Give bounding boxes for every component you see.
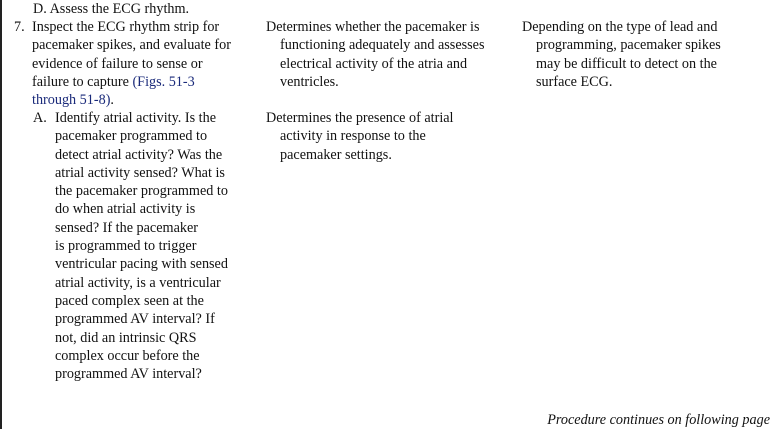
- step-7-number: 7.: [14, 19, 25, 35]
- step-7-procedure: [14, 18, 248, 109]
- rationale-line: electrical activity of the atria and: [280, 55, 468, 72]
- step-7-line: Inspect the ECG rhythm strip for: [32, 19, 220, 35]
- substep-a-line: atrial activity sensed? What is: [55, 164, 225, 181]
- substep-a-line: programmed AV interval?: [55, 366, 202, 383]
- substep-a-line: atrial activity, is a ventricular: [55, 274, 221, 291]
- step-7-line-with-ref: [32, 73, 248, 91]
- step-7-line: evidence of failure to sense or: [32, 55, 203, 72]
- substep-a-line: the pacemaker programmed to: [55, 183, 228, 200]
- substep-a-line: paced complex seen at the: [55, 292, 204, 309]
- figure-reference-link[interactable]: (Figs. 51-3: [132, 73, 195, 90]
- substep-a-label: A.: [33, 110, 47, 126]
- rationale-line: functioning adequately and assesses: [280, 37, 485, 54]
- substep-a-line: not, did an intrinsic QRS: [55, 329, 197, 346]
- step-d-text: Assess the ECG rhythm.: [49, 1, 190, 17]
- substep-a-line: is programmed to trigger: [55, 238, 197, 255]
- substep-a-line: do when atrial activity is: [55, 201, 196, 218]
- step-7-line: pacemaker spikes, and evaluate for: [32, 37, 231, 54]
- note-line: may be difficult to detect on the: [536, 55, 717, 72]
- step-7-period: .: [110, 92, 114, 109]
- substep-a-line: detect atrial activity? Was the: [55, 146, 223, 163]
- note-line: Depending on the type of lead and: [522, 19, 718, 35]
- step-7-line: failure to capture: [32, 73, 129, 90]
- substep-a-line: ventricular pacing with sensed: [55, 256, 228, 273]
- note-line: surface ECG.: [536, 73, 613, 90]
- left-margin-rule: [0, 0, 2, 429]
- substep-a-line: Identify atrial activity. Is the: [55, 110, 216, 126]
- rationale-line: activity in response to the: [280, 128, 426, 145]
- rationale-line: pacemaker settings.: [280, 146, 392, 163]
- step-d: [33, 0, 189, 18]
- substep-a-line: pacemaker programmed to: [55, 128, 208, 145]
- step-7-line-ref-end: [32, 91, 248, 109]
- note-line: programming, pacemaker spikes: [536, 37, 721, 54]
- substep-a-line: programmed AV interval? If: [55, 311, 215, 328]
- rationale-line: Determines the presence of atrial: [266, 110, 454, 126]
- rationale-line: ventricles.: [280, 73, 339, 90]
- step-7-rationale: [266, 18, 510, 91]
- step-7-special-considerations: [522, 18, 766, 91]
- substep-a-line: complex occur before the: [55, 347, 200, 364]
- substep-a-rationale: [266, 109, 510, 164]
- step-d-label: D.: [33, 1, 47, 17]
- figure-reference-link-cont[interactable]: through 51-8): [32, 92, 111, 109]
- continuation-footer: Procedure continues on following page: [547, 412, 770, 428]
- rationale-line: Determines whether the pacemaker is: [266, 19, 480, 35]
- substep-a-line: sensed? If the pacemaker: [55, 219, 198, 236]
- substep-a-procedure: [33, 109, 228, 383]
